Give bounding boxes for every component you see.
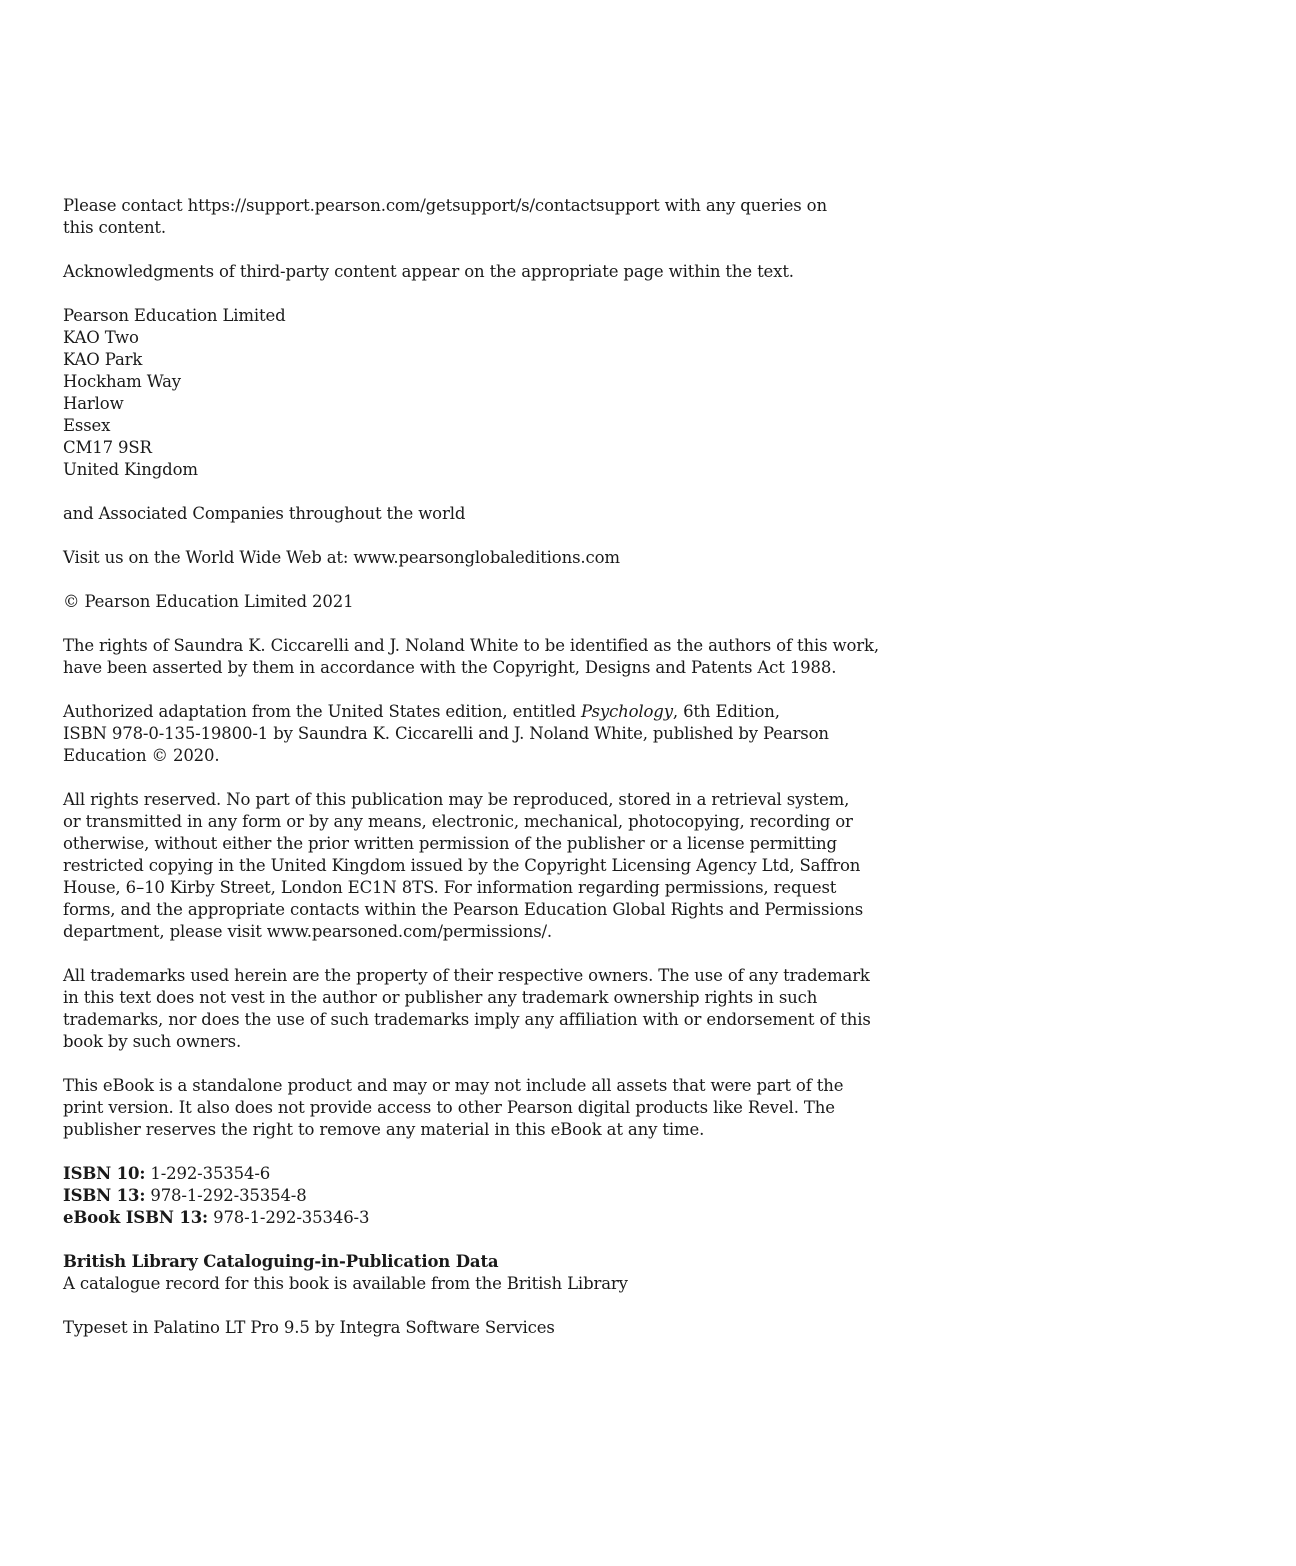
adaptation-prefix: Authorized adaptation from the United States edition, entitled xyxy=(63,702,582,721)
acknowledgments-paragraph xyxy=(63,261,863,283)
associated-text: and Associated Companies throughout the world xyxy=(63,504,466,523)
address-line: KAO Park xyxy=(63,350,143,369)
rights-line-2: have been asserted by them in accordance with the Copyright, Designs and Patents Act 1988. xyxy=(63,658,837,677)
isbn-10 xyxy=(63,1163,863,1185)
all-rights-line: restricted copying in the United Kingdom issued by the Copyright Licensing Agency Ltd, Saffron xyxy=(63,856,861,875)
typeset-paragraph xyxy=(63,1317,863,1339)
copyright-paragraph xyxy=(63,591,863,613)
ebook-isbn-13-value: 978-1-292-35346-3 xyxy=(208,1208,370,1227)
ebook-line: print version. It also does not provide access to other Pearson digital products like Revel. The xyxy=(63,1098,835,1117)
adaptation-line-3: Education © 2020. xyxy=(63,746,220,765)
copyright-page xyxy=(63,195,879,1361)
trademarks-line: book by such owners. xyxy=(63,1032,242,1051)
isbn-list xyxy=(63,1163,863,1229)
copyright-text: © Pearson Education Limited 2021 xyxy=(63,592,354,611)
adaptation-line-2: ISBN 978-0-135-19800-1 by Saundra K. Ciccarelli and J. Noland White, published by Pearson xyxy=(63,724,829,743)
address-line: Harlow xyxy=(63,394,124,413)
ebook-line: publisher reserves the right to remove any material in this eBook at any time. xyxy=(63,1120,705,1139)
address-line: Essex xyxy=(63,416,111,435)
isbn-10-value: 1-292-35354-6 xyxy=(145,1164,271,1183)
rights-paragraph xyxy=(63,635,879,679)
trademarks-line: trademarks, nor does the use of such trademarks imply any affiliation with or endorsement of this xyxy=(63,1010,871,1029)
ebook-isbn-13-label: eBook ISBN 13: xyxy=(63,1208,208,1227)
contact-paragraph xyxy=(63,195,863,239)
all-rights-line: forms, and the appropriate contacts within the Pearson Education Global Rights and Permissions xyxy=(63,900,864,919)
address-line: United Kingdom xyxy=(63,460,198,479)
address-line: Pearson Education Limited xyxy=(63,306,286,325)
contact-line-1: Please contact https://support.pearson.com/getsupport/s/contactsupport with any queries on xyxy=(63,196,827,215)
ebook-paragraph xyxy=(63,1075,863,1141)
website-text: Visit us on the World Wide Web at: www.pearsonglobaleditions.com xyxy=(63,548,620,567)
adaptation-suffix: , 6th Edition, xyxy=(672,702,780,721)
isbn-13 xyxy=(63,1185,863,1207)
adaptation-title: Psychology xyxy=(581,702,673,721)
ebook-isbn-13 xyxy=(63,1207,863,1229)
acknowledgments-text: Acknowledgments of third-party content appear on the appropriate page within the text. xyxy=(63,262,794,281)
trademarks-paragraph xyxy=(63,965,871,1053)
contact-line-2: this content. xyxy=(63,218,166,237)
website-paragraph xyxy=(63,547,863,569)
cataloguing-paragraph xyxy=(63,1251,863,1295)
typeset-text: Typeset in Palatino LT Pro 9.5 by Integra Software Services xyxy=(63,1318,555,1337)
address-line: KAO Two xyxy=(63,328,139,347)
cataloguing-text: A catalogue record for this book is available from the British Library xyxy=(63,1274,628,1293)
adaptation-line-1 xyxy=(63,701,863,723)
rights-line-1: The rights of Saundra K. Ciccarelli and J. Noland White to be identified as the authors of this work, xyxy=(63,636,879,655)
all-rights-line: or transmitted in any form or by any means, electronic, mechanical, photocopying, recording or xyxy=(63,812,853,831)
address-line: CM17 9SR xyxy=(63,438,152,457)
publisher-address xyxy=(63,305,863,481)
all-rights-line: All rights reserved. No part of this publication may be reproduced, stored in a retrieval system, xyxy=(63,790,850,809)
isbn-13-label: ISBN 13: xyxy=(63,1186,146,1205)
ebook-line: This eBook is a standalone product and may or may not include all assets that were part of the xyxy=(63,1076,844,1095)
trademarks-line: in this text does not vest in the author or publisher any trademark ownership rights in such xyxy=(63,988,818,1007)
isbn-13-value: 978-1-292-35354-8 xyxy=(145,1186,307,1205)
associated-paragraph xyxy=(63,503,863,525)
address-line: Hockham Way xyxy=(63,372,181,391)
adaptation-paragraph xyxy=(63,701,863,767)
all-rights-paragraph xyxy=(63,789,863,943)
isbn-10-label: ISBN 10: xyxy=(63,1164,146,1183)
trademarks-line: All trademarks used herein are the property of their respective owners. The use of any trademark xyxy=(63,966,870,985)
all-rights-line: department, please visit www.pearsoned.com/permissions/. xyxy=(63,922,553,941)
all-rights-line: House, 6–10 Kirby Street, London EC1N 8TS. For information regarding permissions, request xyxy=(63,878,837,897)
all-rights-line: otherwise, without either the prior written permission of the publisher or a license permitting xyxy=(63,834,837,853)
cataloguing-heading: British Library Cataloguing-in-Publication Data xyxy=(63,1252,499,1271)
